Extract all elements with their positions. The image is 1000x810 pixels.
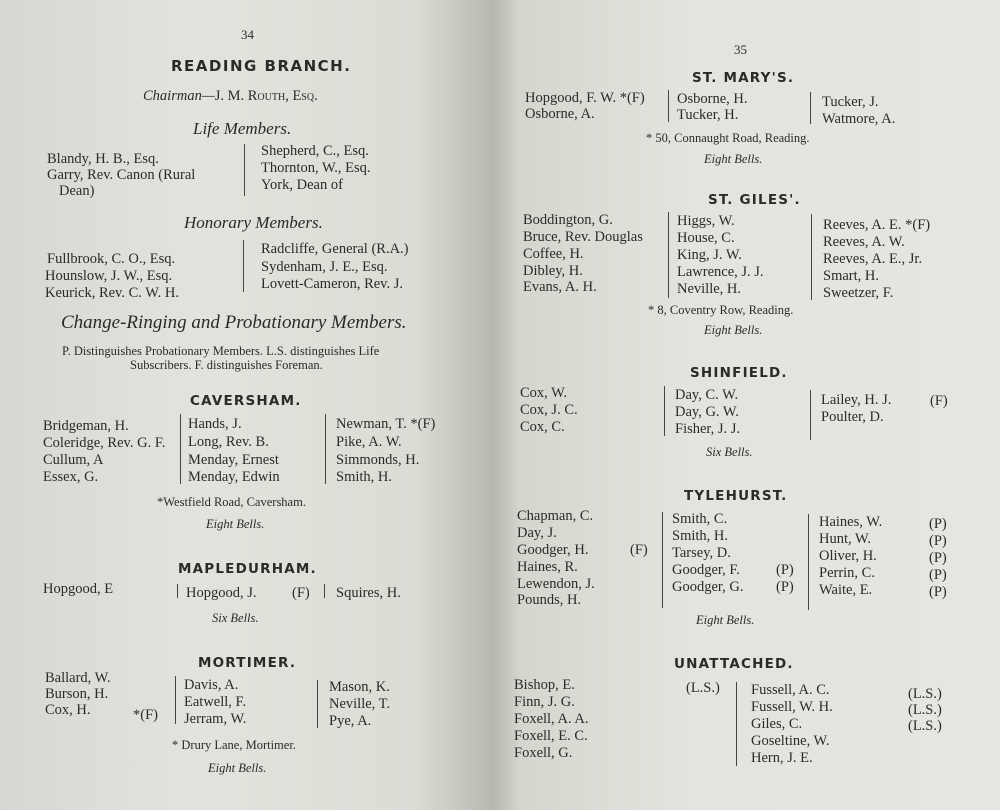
ringer-name: Long, Rev. B. — [188, 434, 269, 450]
honorary-member: Hounslow, J. W., Esq. — [45, 268, 173, 284]
honorary-member: Keurick, Rev. C. W. H. — [45, 285, 179, 301]
ringer-name: Hands, J. — [188, 416, 242, 432]
foreman-address: * Drury Lane, Mortimer. — [172, 738, 296, 752]
probationary-mark: (P) — [776, 562, 794, 578]
bells-note: Six Bells. — [212, 611, 259, 625]
ringer-name: Hunt, W. — [819, 531, 871, 547]
ringer-name: Lawrence, J. J. — [677, 264, 764, 280]
column-divider — [324, 584, 325, 598]
ringer-name: Higgs, W. — [677, 213, 735, 229]
ringer-name: Day, C. W. — [675, 387, 739, 403]
column-divider — [668, 212, 669, 298]
ringer-name: Lailey, H. J. — [821, 392, 892, 408]
honorary-member: Lovett-Cameron, Rev. J. — [261, 276, 404, 292]
chairman-line — [143, 88, 318, 104]
page-number: 34 — [241, 27, 254, 42]
ringer-name: Tarsey, D. — [672, 545, 731, 561]
branch-title: READING BRANCH. — [171, 57, 352, 75]
column-divider — [175, 676, 176, 724]
honorary-member: Sydenham, J. E., Esq. — [261, 259, 388, 275]
ringer-name: Simmonds, H. — [336, 452, 420, 468]
right-page — [490, 0, 1000, 810]
ringer-name: Ballard, W. — [45, 670, 111, 686]
probationary-mark: (P) — [929, 533, 947, 549]
legend-note: P. Distinguishes Probationary Members. L.S. distinguishes Life — [62, 344, 380, 358]
probationary-mark: (P) — [929, 567, 947, 583]
ringer-name: Essex, G. — [43, 469, 99, 485]
ringer-name: Perrin, C. — [819, 565, 875, 581]
change-ringing-heading: Change-Ringing and Probationary Members. — [61, 312, 407, 333]
ringer-name: Cox, J. C. — [520, 402, 578, 418]
ringer-name: Tucker, J. — [822, 94, 879, 110]
ringer-name: Foxell, E. C. — [514, 728, 588, 744]
tylehurst-heading: TYLEHURST. — [684, 488, 788, 504]
foreman-address: *Westfield Road, Caversham. — [157, 495, 306, 509]
column-divider — [325, 414, 326, 484]
column-divider — [810, 92, 811, 124]
ringer-name: Sweetzer, F. — [823, 285, 894, 301]
caversham-heading: CAVERSHAM. — [190, 393, 302, 409]
ringer-name: Coleridge, Rev. G. F. — [43, 435, 166, 451]
life-subscriber-mark: (L.S.) — [908, 686, 942, 702]
column-divider — [662, 512, 663, 608]
ringer-name: Cullum, A — [43, 452, 104, 468]
ringer-name: Watmore, A. — [822, 111, 896, 127]
ringer-name: Smith, H. — [336, 469, 392, 485]
ringer-name: Giles, C. — [751, 716, 803, 732]
ringer-name: Squires, H. — [336, 585, 401, 601]
column-divider — [244, 144, 245, 196]
ringer-name: Neville, T. — [329, 696, 391, 712]
foreman-address: * 8, Coventry Row, Reading. — [648, 303, 794, 317]
life-member: Thornton, W., Esq. — [261, 160, 371, 176]
probationary-mark: (P) — [929, 584, 947, 600]
ringer-name: Evans, A. H. — [523, 279, 597, 295]
column-divider — [668, 90, 669, 122]
ringer-name: Mason, K. — [329, 679, 390, 695]
ringer-name: Fussell, W. H. — [751, 699, 833, 715]
ringer-name: Smith, C. — [672, 511, 728, 527]
bells-note: Eight Bells. — [704, 152, 763, 166]
mortimer-heading: MORTIMER. — [198, 655, 297, 671]
ringer-name: House, C. — [677, 230, 735, 246]
ringer-name: Poulter, D. — [821, 409, 884, 425]
column-divider — [808, 514, 809, 610]
column-divider — [180, 414, 181, 484]
ringer-name: Cox, W. — [520, 385, 568, 401]
ringer-name: Osborne, A. — [525, 106, 595, 122]
bells-note: Eight Bells. — [696, 613, 755, 627]
column-divider — [810, 390, 811, 440]
page-number: 35 — [734, 42, 747, 57]
ringer-name: Haines, W. — [819, 514, 883, 530]
ringer-name: Pike, A. W. — [336, 434, 402, 450]
bells-note: Eight Bells. — [704, 323, 763, 337]
ringer-name: Cox, C. — [520, 419, 565, 435]
column-divider — [317, 680, 318, 728]
ringer-name: Reeves, A. E. *(F) — [823, 217, 931, 233]
bells-note: Six Bells. — [706, 445, 753, 459]
probationary-mark: (P) — [929, 516, 947, 532]
ringer-name: Osborne, H. — [677, 91, 748, 107]
ringer-name: Hopgood, F. W. *(F) — [525, 90, 645, 106]
ringer-name: Pye, A. — [329, 713, 372, 729]
column-divider — [811, 214, 812, 300]
ringer-name: King, J. W. — [677, 247, 742, 263]
unattached-heading: UNATTACHED. — [674, 656, 794, 672]
ringer-name: Menday, Ernest — [188, 452, 279, 468]
life-member: Blandy, H. B., Esq. — [47, 151, 159, 167]
ringer-name: Hopgood, E — [43, 581, 114, 597]
ringer-name: Lewendon, J. — [517, 576, 595, 592]
legend-note: Subscribers. F. distinguishes Foreman. — [130, 358, 323, 372]
column-divider — [177, 584, 178, 598]
ringer-name: Hern, J. E. — [751, 750, 813, 766]
ringer-name: Cox, H. — [45, 702, 91, 718]
ringer-name: Foxell, A. A. — [514, 711, 589, 727]
ringer-name: Fisher, J. J. — [675, 421, 741, 437]
life-member: York, Dean of — [261, 177, 343, 193]
ringer-name: Reeves, A. W. — [823, 234, 905, 250]
bells-note: Eight Bells. — [208, 761, 267, 775]
honorary-member: Radcliffe, General (R.A.) — [261, 241, 409, 257]
column-divider — [736, 682, 737, 766]
probationary-mark: (P) — [929, 550, 947, 566]
ringer-name: Smith, H. — [672, 528, 728, 544]
ringer-name: Fussell, A. C. — [751, 682, 830, 698]
ringer-name: Bishop, E. — [514, 677, 575, 693]
ringer-name: Goodger, F. — [672, 562, 740, 578]
ringer-name: Davis, A. — [184, 677, 239, 693]
ringer-name: Jerram, W. — [184, 711, 247, 727]
column-divider — [664, 386, 665, 436]
ringer-name: Coffee, H. — [523, 246, 584, 262]
ringer-name: Eatwell, F. — [184, 694, 247, 710]
life-subscriber-mark: (L.S.) — [908, 702, 942, 718]
foreman-address: * 50, Connaught Road, Reading. — [646, 131, 810, 145]
ringer-name: Bruce, Rev. Douglas — [523, 229, 643, 245]
foreman-mark: (F) — [292, 585, 310, 601]
shinfield-heading: SHINFIELD. — [690, 365, 788, 381]
ringer-name: Neville, H. — [677, 281, 742, 297]
foreman-mark: *(F) — [133, 707, 158, 723]
bells-note: Eight Bells. — [206, 517, 265, 531]
ringer-name: Smart, H. — [823, 268, 879, 284]
ringer-name: Bridgeman, H. — [43, 418, 129, 434]
life-member: Shepherd, C., Esq. — [261, 143, 369, 159]
life-subscriber-mark: (L.S.) — [686, 680, 720, 696]
st-marys-heading: ST. MARY'S. — [692, 70, 795, 86]
ringer-name: Day, G. W. — [675, 404, 739, 420]
column-divider — [243, 240, 244, 292]
life-subscriber-mark: (L.S.) — [908, 718, 942, 734]
ringer-name: Goseltine, W. — [751, 733, 830, 749]
honorary-members-heading: Honorary Members. — [184, 213, 323, 232]
ringer-name: Dibley, H. — [523, 263, 583, 279]
ringer-name: Goodger, G. — [672, 579, 744, 595]
st-giles-heading: ST. GILES'. — [708, 192, 801, 208]
ringer-name: Pounds, H. — [517, 592, 582, 608]
ringer-name: Burson, H. — [45, 686, 109, 702]
ringer-name: Foxell, G. — [514, 745, 573, 761]
ringer-name: Reeves, A. E., Jr. — [823, 251, 923, 267]
life-member: Dean) — [59, 183, 95, 199]
ringer-name: Day, J. — [517, 525, 557, 541]
foreman-mark: (F) — [930, 393, 948, 409]
ringer-name: Menday, Edwin — [188, 469, 280, 485]
ringer-name: Boddington, G. — [523, 212, 613, 228]
ringer-name: Oliver, H. — [819, 548, 877, 564]
ringer-name: Finn, J. G. — [514, 694, 575, 710]
ringer-name: Haines, R. — [517, 559, 578, 575]
mapledurham-heading: MAPLEDURHAM. — [178, 561, 317, 577]
foreman-mark: (F) — [630, 542, 648, 558]
life-members-heading: Life Members. — [193, 119, 292, 138]
chairman-label: Chairman— — [143, 88, 215, 104]
probationary-mark: (P) — [776, 579, 794, 595]
ringer-name: Newman, T. *(F) — [336, 416, 436, 432]
ringer-name: Hopgood, J. — [186, 585, 257, 601]
ringer-name: Chapman, C. — [517, 508, 594, 524]
left-page — [0, 0, 490, 810]
ringer-name: Goodger, H. — [517, 542, 589, 558]
life-member: Garry, Rev. Canon (Rural — [47, 167, 196, 183]
ringer-name: Tucker, H. — [677, 107, 739, 123]
ringer-name: Waite, E. — [819, 582, 873, 598]
chairman-name: J. M. Routh, Esq. — [214, 88, 318, 104]
honorary-member: Fullbrook, C. O., Esq. — [47, 251, 176, 267]
